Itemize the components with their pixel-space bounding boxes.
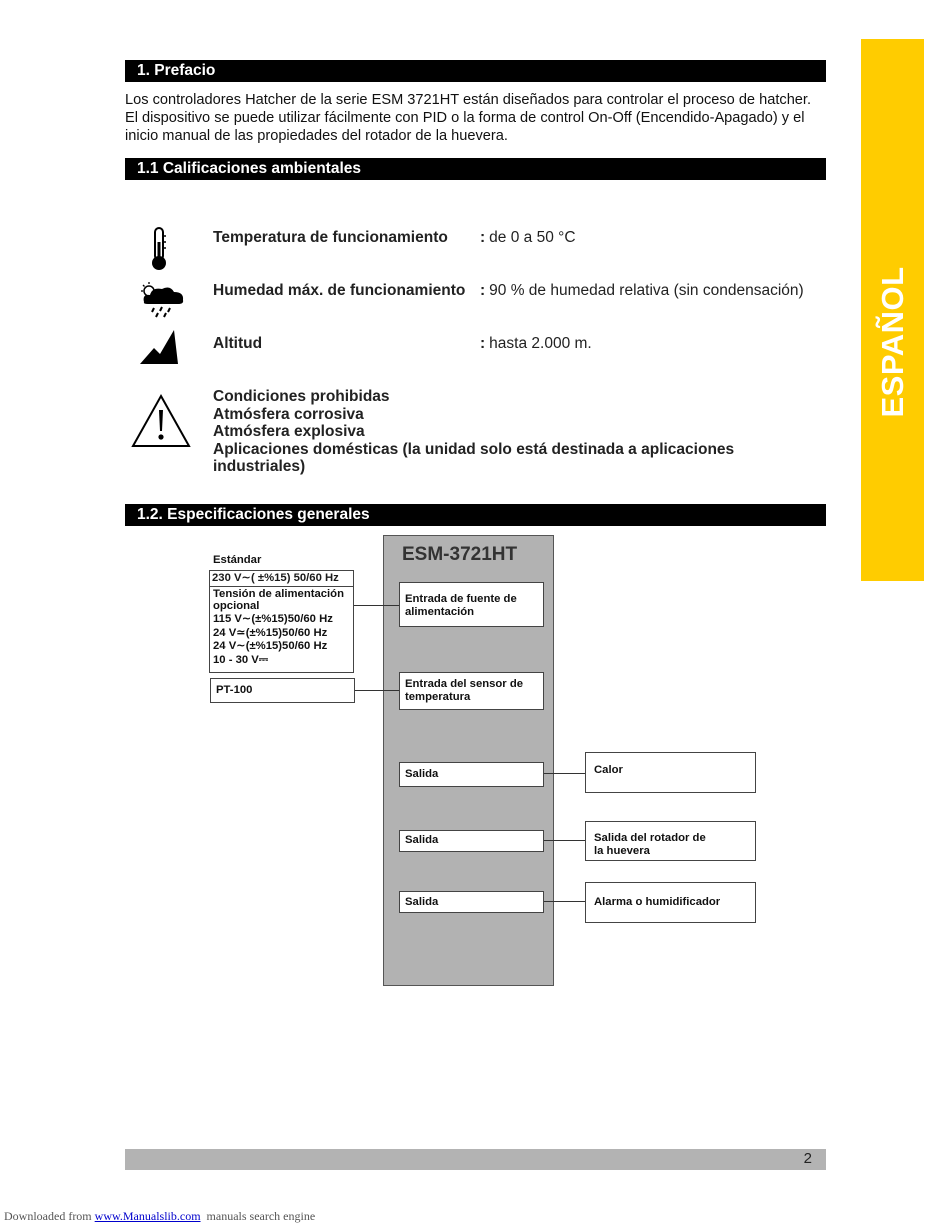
section-heading-environment: 1.1 Calificaciones ambientales — [125, 158, 826, 180]
optional-supply-line: opcional — [213, 599, 260, 612]
env-value-humidity — [480, 282, 804, 300]
output-target-alarm: Alarma o humidificador — [585, 882, 756, 923]
prohibited-conditions — [213, 388, 813, 476]
optional-supply-list — [213, 588, 344, 668]
page-number: 2 — [803, 1150, 812, 1167]
download-note — [4, 1209, 315, 1224]
env-label-humidity: Humedad máx. de funcionamiento — [213, 282, 466, 299]
env-label-temperature: Temperatura de funcionamiento — [213, 229, 448, 246]
condition-line: Condiciones prohibidas — [213, 388, 390, 405]
env-value-text: 90 % de humedad relativa (sin condensación) — [489, 282, 804, 299]
optional-supply-line: Tensión de alimentación — [213, 588, 344, 600]
connector-line — [355, 690, 400, 691]
sensor-type-box: PT-100 — [210, 678, 355, 703]
connector-line — [544, 901, 586, 902]
download-suffix: manuals search engine — [206, 1209, 316, 1223]
manualslib-link[interactable]: www.Manualslib.com — [94, 1209, 201, 1223]
thermometer-icon — [146, 226, 172, 272]
env-value-altitude — [480, 335, 592, 353]
env-value-text: de 0 a 50 °C — [489, 229, 576, 246]
mountain-icon — [140, 328, 180, 366]
language-tab — [861, 39, 924, 581]
standard-label: Estándar — [213, 554, 262, 566]
connector-line — [544, 773, 586, 774]
download-prefix: Downloaded from — [4, 1209, 92, 1223]
optional-supply-line: 24 V∼(±%15)50/60 Hz — [213, 640, 328, 653]
optional-supply-line: 115 V∼(±%15)50/60 Hz — [213, 613, 333, 626]
output-box-2: Salida — [399, 830, 544, 852]
output-box-3: Salida — [399, 891, 544, 913]
language-tab-label: ESPAÑOL — [874, 266, 910, 418]
env-label-altitude: Altitud — [213, 335, 263, 352]
preface-paragraph: Los controladores Hatcher de la serie ESM 3721HT están diseñados para controlar el proceso de hatcher. El dispositivo se puede utilizar fácilmente con PID o la forma de control On-Off (Encendido-Apagado) y el inicio manual de las propiedades del rotador de la huevera. — [125, 92, 812, 144]
env-value-temperature — [480, 229, 576, 247]
warning-icon — [130, 393, 192, 449]
output-target-rotator-text: Salida del rotador de la huevera — [594, 832, 706, 857]
colon-separator: : — [480, 229, 486, 246]
condition-line: Aplicaciones domésticas (la unidad solo está destinada a aplicaciones industriales) — [213, 440, 735, 476]
input-power-box: Entrada de fuente de alimentación — [399, 582, 544, 627]
output-box-1: Salida — [399, 762, 544, 787]
section-heading-specifications: 1.2. Especificaciones generales — [125, 504, 826, 526]
rain-cloud-icon — [138, 282, 186, 318]
section-heading-prefacio: 1. Prefacio — [125, 60, 826, 82]
connector-line — [354, 605, 400, 606]
condition-line: Atmósfera corrosiva — [213, 405, 364, 423]
output-target-heat: Calor — [585, 752, 756, 793]
standard-supply-value: 230 V∼( ±%15) 50/60 Hz — [209, 570, 354, 587]
device-name: ESM-3721HT — [402, 544, 518, 565]
footer-bar — [125, 1149, 826, 1170]
optional-supply-line: 10 - 30 V⎓ — [213, 653, 268, 666]
colon-separator: : — [480, 282, 486, 299]
optional-supply-line: 24 V≃(±%15)50/60 Hz — [213, 626, 328, 639]
input-sensor-box: Entrada del sensor de temperatura — [399, 672, 544, 710]
output-target-rotator — [585, 821, 756, 861]
colon-separator: : — [480, 335, 486, 352]
connector-line — [544, 840, 586, 841]
env-value-text: hasta 2.000 m. — [489, 335, 592, 352]
condition-line: Atmósfera explosiva — [213, 423, 365, 441]
